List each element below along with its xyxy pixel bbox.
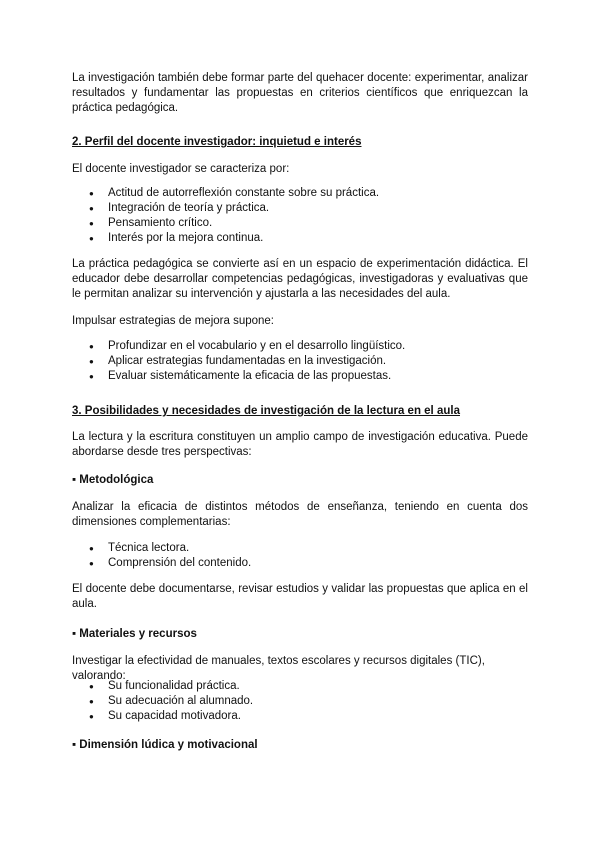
materiales-list xyxy=(72,679,528,724)
list-item: ● Comprensión del contenido. xyxy=(72,556,528,571)
metodologica-text: Analizar la eficacia de distintos métodos de enseñanza, teniendo en cuenta dos dimensiones complementarias: xyxy=(72,501,528,528)
materiales-text: Investigar la efectividad de manuales, textos escolares y recursos digitales (TIC), valorando: xyxy=(72,655,485,682)
list-item: ● Interés por la mejora continua. xyxy=(72,231,528,246)
section-2-lead-2: Impulsar estrategias de mejora supone: xyxy=(72,315,274,327)
strategies-list xyxy=(72,339,528,384)
list-item: ● Integración de teoría y práctica. xyxy=(72,201,528,216)
section-2-paragraph: La práctica pedagógica se convierte así en un espacio de experimentación didáctica. El educador debe desarrollar competencias pedagógicas, investigadoras y evaluativas que le permitan analizar su intervención y ajustarla a las necesidades del aula. xyxy=(72,258,528,300)
section-2-heading: 2. Perfil del docente investigador: inquietud e interés xyxy=(72,136,362,148)
metodologica-title: ▪ Metodológica xyxy=(72,474,154,486)
list-item: ● Su funcionalidad práctica. xyxy=(72,679,528,694)
list-item: ● Pensamiento crítico. xyxy=(72,216,528,231)
list-item: ● Aplicar estrategias fundamentadas en la investigación. xyxy=(72,354,528,369)
traits-list xyxy=(72,186,528,246)
list-item: ● Evaluar sistemáticamente la eficacia de las propuestas. xyxy=(72,369,528,384)
metodologica-list xyxy=(72,541,528,571)
list-item: ● Profundizar en el vocabulario y en el desarrollo lingüístico. xyxy=(72,339,528,354)
intro-paragraph: La investigación también debe formar parte del quehacer docente: experimentar, analizar resultados y fundamentar las propuestas en criterios científicos que enriquezcan la práctica pedagógica. xyxy=(72,72,528,114)
ludica-title: ▪ Dimensión lúdica y motivacional xyxy=(72,739,258,751)
list-item: ● Su capacidad motivadora. xyxy=(72,709,528,724)
section-2-lead: El docente investigador se caracteriza por: xyxy=(72,163,290,175)
materiales-title: ▪ Materiales y recursos xyxy=(72,628,197,640)
list-item: ● Su adecuación al alumnado. xyxy=(72,694,528,709)
list-item: ● Actitud de autorreflexión constante sobre su práctica. xyxy=(72,186,528,201)
section-3-heading: 3. Posibilidades y necesidades de investigación de la lectura en el aula xyxy=(72,405,460,417)
section-3-paragraph: La lectura y la escritura constituyen un amplio campo de investigación educativa. Puede abordarse desde tres perspectivas: xyxy=(72,431,528,458)
metodologica-closing: El docente debe documentarse, revisar estudios y validar las propuestas que aplica en el aula. xyxy=(72,583,528,610)
list-item: ● Técnica lectora. xyxy=(72,541,528,556)
